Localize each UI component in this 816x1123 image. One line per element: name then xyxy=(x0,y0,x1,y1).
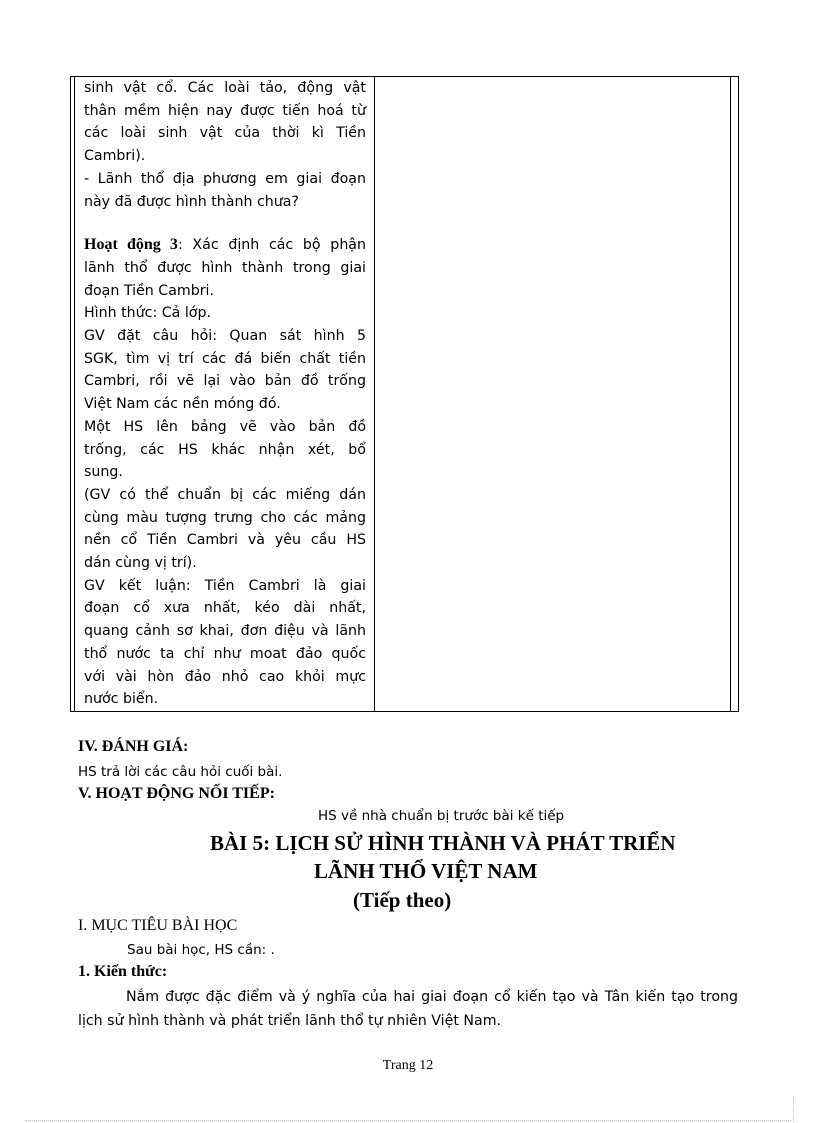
objectives-heading: I. MỤC TIÊU BÀI HỌC xyxy=(78,917,238,934)
lesson-title-line1: BÀI 5: LỊCH SỬ HÌNH THÀNH VÀ PHÁT TRIỂN xyxy=(210,831,676,855)
cell-line: nền cổ Tiền Cambri và yêu cầu HS xyxy=(84,532,366,549)
page-number: Trang 12 xyxy=(382,1058,434,1073)
cell-line: GV kết luận: Tiền Cambri là giai xyxy=(84,577,366,594)
cell-line: thân mềm hiện nay được tiến hoá từ xyxy=(84,102,366,119)
knowledge-heading: 1. Kiến thức: xyxy=(78,963,168,980)
cell-line: đoạn cổ xưa nhất, kéo dài nhất, xyxy=(84,600,366,617)
page-edge-dotted-vertical xyxy=(793,1096,794,1122)
cell-line: sinh vật cổ. Các loài tảo, động vật xyxy=(84,80,366,96)
cell-line: với vài hòn đảo nhỏ cao khỏi mực xyxy=(84,668,366,685)
lesson-subtitle: (Tiếp theo) xyxy=(353,888,452,912)
cell-line: Một HS lên bảng vẽ vào bản đồ xyxy=(84,418,366,435)
page-edge-dotted xyxy=(25,1120,791,1121)
cell-line: cùng màu tượng trưng cho các mảng xyxy=(84,509,366,526)
section-v-heading: V. HOẠT ĐỘNG NỐI TIẾP: xyxy=(78,785,275,802)
cell-line: nước biển. xyxy=(84,691,159,708)
cell-line: Cambri). xyxy=(84,148,146,165)
activity-desc: : Xác định các bộ phận xyxy=(177,237,366,254)
cell-line: này đã được hình thành chưa? xyxy=(84,193,299,210)
cell-line: các loài sinh vật của thời kì Tiền xyxy=(84,125,366,142)
cell-line: GV đặt câu hỏi: Quan sát hình 5 xyxy=(84,328,366,345)
activity-heading xyxy=(84,234,366,257)
lesson-table xyxy=(70,76,739,712)
table-border-right-inner xyxy=(730,76,731,712)
section-iv-text: HS trả lời các câu hỏi cuối bài. xyxy=(78,764,283,780)
section-v-text: HS về nhà chuẩn bị trước bài kế tiếp xyxy=(318,808,565,824)
cell-line: Việt Nam các nền móng đó. xyxy=(84,396,281,413)
activity-label: Hoạt động 3 xyxy=(84,236,178,254)
cell-line: quang cảnh sơ khai, đơn điệu và lãnh xyxy=(84,623,366,640)
cell-line: - Lãnh thổ địa phương em giai đoạn xyxy=(84,170,366,187)
cell-line: Hình thức: Cả lớp. xyxy=(84,305,211,322)
cell-line: trống, các HS khác nhận xét, bổ xyxy=(84,441,366,458)
knowledge-text: Nắm được đặc điểm và ý nghĩa của hai giai đoạn cổ kiến tạo và Tân kiến tạo trong lịch sử hình thành và phát triển lãnh thổ tự nhiên Việt Nam. xyxy=(78,989,738,1029)
objectives-intro: Sau bài học, HS cần: . xyxy=(127,942,275,958)
table-cell-content-empty xyxy=(375,77,730,711)
table-border-left-inner xyxy=(74,76,75,712)
cell-line: dán cùng vị trí). xyxy=(84,555,197,572)
table-border-right xyxy=(738,76,739,712)
cell-line: thổ nước ta chỉ như moat đảo quốc xyxy=(84,645,366,662)
table-cell-activities xyxy=(84,77,366,711)
cell-line: sung. xyxy=(84,464,123,481)
cell-line: SGK, tìm vị trí các đá biến chất tiền xyxy=(84,350,366,367)
lesson-title-line2: LÃNH THỔ VIỆT NAM xyxy=(314,859,538,883)
cell-line: lãnh thổ được hình thành trong giai xyxy=(84,259,366,276)
cell-line: Cambri, rồi vẽ lại vào bản đồ trống xyxy=(84,373,366,390)
table-border-bottom xyxy=(70,711,739,712)
table-border-left xyxy=(70,76,71,712)
cell-line: đoạn Tiền Cambri. xyxy=(84,282,214,299)
section-iv-heading: IV. ĐÁNH GIÁ: xyxy=(78,738,189,755)
cell-line: (GV có thể chuẩn bị các miếng dán xyxy=(84,486,366,503)
